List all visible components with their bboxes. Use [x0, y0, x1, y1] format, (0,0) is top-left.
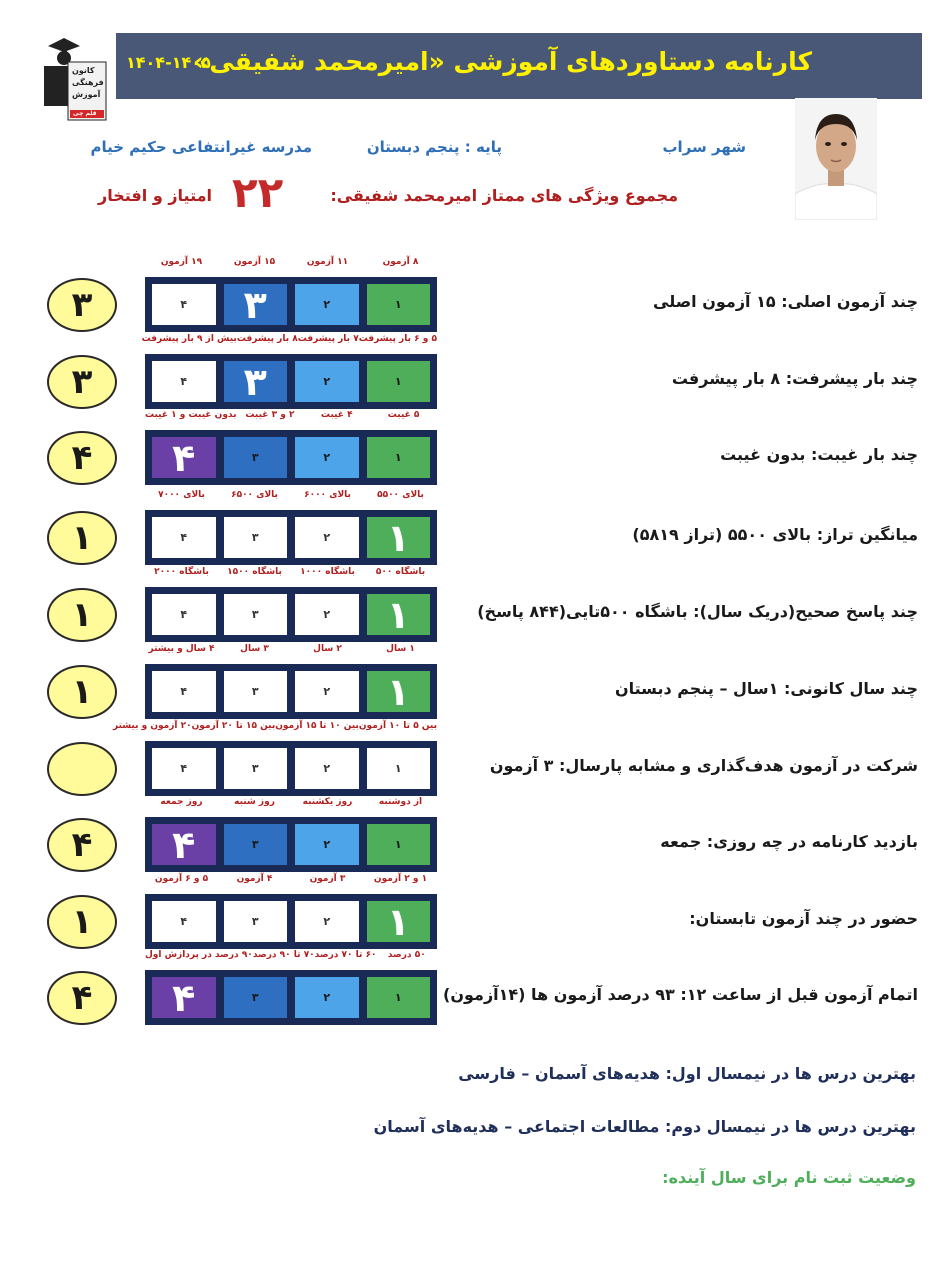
- criteria-level-grid: [145, 277, 437, 332]
- criteria-score-badge: ۳: [47, 355, 117, 409]
- criteria-level-grid: [145, 894, 437, 949]
- criteria-captions: [145, 490, 437, 504]
- level-cell: ۱: [365, 899, 433, 944]
- criteria-caption: بیش از ۹ بار پیشرفت: [141, 334, 237, 344]
- student-photo: [795, 98, 877, 220]
- level-cell: ۲: [293, 515, 361, 560]
- criteria-caption: ۷۰ تا ۹۰ درصد: [252, 950, 315, 960]
- criteria-score-badge: ۴: [47, 971, 117, 1025]
- criteria-label: چند سال کانونی: ۱سال – پنجم دبستان: [614, 679, 918, 698]
- criteria-level-grid: [145, 430, 437, 485]
- criteria-label: میانگین تراز: بالای ۵۵۰۰ (تراز ۵۸۱۹): [632, 525, 918, 544]
- level-cell: ۳: [222, 592, 290, 637]
- criteria-caption: ۲۰ آزمون و بیشتر: [112, 721, 192, 731]
- criteria-caption: ۷ بار پیشرفت: [297, 334, 359, 344]
- criteria-caption: ۲ و ۳ غیبت: [245, 410, 295, 420]
- criteria-caption: روز شنبه: [234, 797, 275, 807]
- criteria-captions: [145, 410, 437, 424]
- criteria-caption: ۸ آزمون: [382, 257, 419, 267]
- criteria-caption: روز یکشنبه: [302, 797, 353, 807]
- level-cell: ۳: [222, 746, 290, 791]
- level-cell: ۴: [150, 282, 218, 327]
- criteria-caption: ۵۰ درصد: [387, 950, 426, 960]
- criteria-score-badge: ۴: [47, 818, 117, 872]
- criteria-level-grid: [145, 354, 437, 409]
- criteria-caption: بین ۵ تا ۱۰ آزمون: [358, 721, 437, 731]
- criteria-captions: [145, 950, 437, 964]
- level-cell: ۳: [222, 359, 290, 404]
- criteria-level-grid: [145, 587, 437, 642]
- grade: پایه : پنجم دبستان: [366, 138, 502, 156]
- registration-status: وضعیت ثبت نام برای سال آینده:: [662, 1168, 916, 1187]
- city: شهر سراب: [662, 138, 746, 156]
- criteria-caption: ۸ بار پیشرفت: [236, 334, 298, 344]
- level-cell: ۲: [293, 822, 361, 867]
- criteria-score-badge: ۱: [47, 895, 117, 949]
- criteria-label: چند آزمون اصلی: ۱۵ آزمون اصلی: [653, 292, 918, 311]
- level-cell: ۱: [365, 282, 433, 327]
- level-cell: ۲: [293, 746, 361, 791]
- criteria-captions: [145, 874, 437, 888]
- level-cell: ۱: [365, 592, 433, 637]
- level-cell: ۲: [293, 435, 361, 480]
- criteria-caption: ۵ غیبت: [387, 410, 420, 420]
- level-cell: ۴: [150, 435, 218, 480]
- level-cell: ۴: [150, 592, 218, 637]
- level-cell: ۱: [365, 975, 433, 1020]
- criteria-score-badge: ۴: [47, 431, 117, 485]
- criteria-score-badge: [47, 742, 117, 796]
- logo-line-4: قلم چی: [73, 110, 97, 117]
- kanoon-logo: [42, 32, 108, 124]
- criteria-level-grid: [145, 510, 437, 565]
- level-cell: ۱: [365, 746, 433, 791]
- criteria-level-grid: [145, 817, 437, 872]
- criteria-caption: ۶۰ تا ۷۰ درصد: [314, 950, 377, 960]
- level-cell: ۱: [365, 515, 433, 560]
- criteria-caption: ۴ غیبت: [320, 410, 353, 420]
- criteria-caption: ۱۱ آزمون: [306, 257, 349, 267]
- level-cell: ۱: [365, 822, 433, 867]
- criteria-captions: [145, 257, 437, 271]
- total-features-suffix: امتیاز و افتخار: [98, 186, 212, 205]
- level-cell: ۳: [222, 975, 290, 1020]
- criteria-label: حضور در چند آزمون تابستان:: [689, 909, 918, 928]
- criteria-level-grid: [145, 664, 437, 719]
- criteria-caption: باشگاه ۱۰۰۰: [300, 567, 355, 577]
- total-features-label: مجموع ویژگی های ممتاز امیرمحمد شفیقی:: [330, 186, 678, 205]
- level-cell: ۲: [293, 669, 361, 714]
- level-cell: ۲: [293, 975, 361, 1020]
- level-cell: ۴: [150, 669, 218, 714]
- level-cell: ۳: [222, 282, 290, 327]
- criteria-label: اتمام آزمون قبل از ساعت ۱۲: ۹۳ درصد آزمون ها (۱۴آزمون): [443, 985, 918, 1004]
- criteria-score-badge: ۱: [47, 511, 117, 565]
- level-cell: ۴: [150, 975, 218, 1020]
- criteria-caption: ۹۰ درصد در پردازش اول: [145, 950, 253, 960]
- level-cell: ۲: [293, 592, 361, 637]
- level-cell: ۴: [150, 746, 218, 791]
- criteria-caption: ۱ و ۲ آزمون: [373, 874, 428, 884]
- criteria-caption: بین ۱۰ تا ۱۵ آزمون: [275, 721, 359, 731]
- best-subjects-second-term: بهترین درس ها در نیمسال دوم: مطالعات اجتماعی – هدیه‌های آسمان: [373, 1117, 916, 1136]
- logo-line-2: فرهنگی: [72, 78, 104, 87]
- criteria-label: بازدید کارنامه در چه روزی: جمعه: [660, 832, 918, 851]
- criteria-caption: ۱۵ آزمون: [233, 257, 276, 267]
- level-cell: ۱: [365, 669, 433, 714]
- criteria-caption: از دوشنبه: [378, 797, 423, 807]
- criteria-caption: روز جمعه: [160, 797, 203, 807]
- level-cell: ۴: [150, 359, 218, 404]
- criteria-caption: باشگاه ۲۰۰۰: [154, 567, 209, 577]
- criteria-caption: بالای ۶۰۰۰: [304, 490, 351, 500]
- criteria-label: شرکت در آزمون هدف‌گذاری و مشابه پارسال: ۳ آزمون: [489, 756, 918, 775]
- criteria-caption: ۱ سال: [386, 644, 415, 654]
- criteria-caption: بین ۱۵ تا ۲۰ آزمون: [191, 721, 276, 731]
- criteria-caption: ۲ سال: [313, 644, 342, 654]
- criteria-caption: ۵ و ۶ آزمون: [154, 874, 209, 884]
- criteria-score-badge: ۱: [47, 665, 117, 719]
- level-cell: ۳: [222, 822, 290, 867]
- level-cell: ۴: [150, 899, 218, 944]
- level-cell: ۱: [365, 359, 433, 404]
- criteria-caption: بالای ۶۵۰۰: [231, 490, 278, 500]
- criteria-caption: ۱۹ آزمون: [160, 257, 203, 267]
- criteria-caption: بالای ۷۰۰۰: [158, 490, 205, 500]
- level-cell: ۱: [365, 435, 433, 480]
- criteria-level-grid: [145, 970, 437, 1025]
- academic-year: ۱۴۰۴-۱۴۰۵: [126, 53, 211, 72]
- criteria-caption: ۴ سال و بیشتر: [148, 644, 215, 654]
- criteria-captions: [141, 334, 437, 348]
- criteria-caption: ۴ آزمون: [236, 874, 273, 884]
- criteria-captions: [112, 721, 437, 735]
- logo-line-3: آموزش: [72, 90, 101, 99]
- logo-line-1: کانون: [72, 66, 95, 75]
- level-cell: ۲: [293, 359, 361, 404]
- criteria-caption: ۳ آزمون: [309, 874, 346, 884]
- criteria-caption: باشگاه ۵۰۰: [375, 567, 426, 577]
- level-cell: ۲: [293, 282, 361, 327]
- criteria-label: چند بار غیبت: بدون غیبت: [720, 445, 918, 464]
- criteria-score-badge: ۳: [47, 278, 117, 332]
- level-cell: ۳: [222, 669, 290, 714]
- criteria-caption: ۵ و ۶ بار پیشرفت: [358, 334, 437, 344]
- level-cell: ۲: [293, 899, 361, 944]
- criteria-caption: بالای ۵۵۰۰: [377, 490, 424, 500]
- criteria-captions: [145, 797, 437, 811]
- criteria-caption: باشگاه ۱۵۰۰: [227, 567, 282, 577]
- school-name: مدرسه غیرانتفاعی حکیم خیام: [90, 138, 312, 156]
- criteria-label: چند بار پیشرفت: ۸ بار پیشرفت: [671, 369, 918, 388]
- criteria-captions: [145, 644, 437, 658]
- criteria-caption: بدون غیبت و ۱ غیبت: [144, 410, 237, 420]
- criteria-captions: [145, 567, 437, 581]
- page-title: کارنامه دستاوردهای آموزشی «امیرمحمد شفیقی»: [193, 47, 812, 76]
- best-subjects-first-term: بهترین درس ها در نیمسال اول: هدیه‌های آسمان – فارسی: [458, 1064, 916, 1083]
- criteria-level-grid: [145, 741, 437, 796]
- criteria-score-badge: ۱: [47, 588, 117, 642]
- level-cell: ۳: [222, 899, 290, 944]
- criteria-caption: ۳ سال: [240, 644, 269, 654]
- level-cell: ۳: [222, 435, 290, 480]
- criteria-label: چند پاسخ صحیح(دریک سال): باشگاه ۵۰۰تایی(۸۴۴ پاسخ): [477, 602, 918, 621]
- level-cell: ۳: [222, 515, 290, 560]
- total-features-value: ۲۲: [232, 168, 284, 217]
- level-cell: ۴: [150, 515, 218, 560]
- level-cell: ۴: [150, 822, 218, 867]
